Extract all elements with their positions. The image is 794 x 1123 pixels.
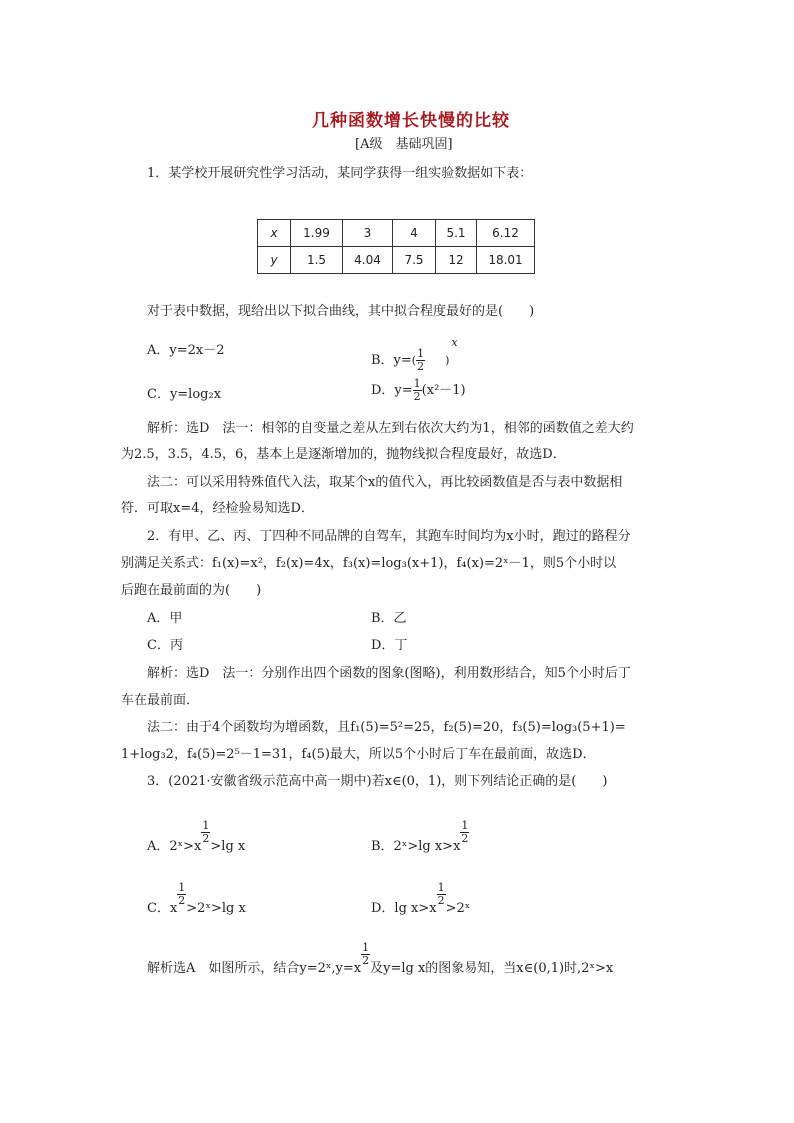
table-cell: 1.5 xyxy=(291,247,343,274)
q1-solution-line: 符．可取x=4，经检验易知选D． xyxy=(121,501,314,516)
q3-option-d-half-exponent: $\frac{1}{2}$ xyxy=(437,881,445,907)
page-title: 几种函数增长快慢的比较 xyxy=(312,111,510,131)
q1-option-b: B．y=( $\frac{1}{2}$ )$^x$ xyxy=(371,336,458,373)
q1-option-d-suffix: (x²－1) xyxy=(421,383,466,398)
q1-option-c: C．y=log₂x xyxy=(147,387,222,402)
table-cell: 5.1 xyxy=(436,220,477,247)
q3-option-a-half-exponent: $\frac{1}{2}$ xyxy=(202,819,210,845)
q2-option-b: B．乙 xyxy=(371,611,407,626)
q2-stem-line: 2．有甲、乙、丙、丁四种不同品牌的自驾车，其跑车时间均为x小时，跑过的路程分 xyxy=(147,529,631,544)
table-row-x xyxy=(258,220,535,247)
table-cell: 4.04 xyxy=(343,247,393,274)
data-table xyxy=(257,219,535,274)
q2-solution-line: 法二：由于4个函数均为增函数，且f₁(5)=5²=25，f₂(5)=20，f₃(5)=log₃(5+1)= xyxy=(147,720,626,735)
table-cell: 4 xyxy=(393,220,436,247)
q1-option-d xyxy=(371,378,466,403)
q1-option-d-prefix: D．y= xyxy=(371,383,413,398)
q2-solution-line: 1+log₃2，f₄(5)=2⁵－1=31，f₄(5)最大，所以5个小时后丁车在最前面，故选D． xyxy=(121,747,596,762)
q3-option-b: B．2ˣ>lg x>x $\frac{1}{2}$ xyxy=(371,819,469,854)
q3-option-c-half-exponent: $\frac{1}{2}$ xyxy=(178,881,186,907)
q3-option-a: A．2ˣ>x $\frac{1}{2}$ >lg x xyxy=(147,819,246,854)
q1-solution-line: 法二：可以采用特殊值代入法，取某个x的值代入，再比较函数值是否与表中数据相 xyxy=(147,475,623,490)
q3-option-d: D．lg x>x $\frac{1}{2}$ >2ˣ xyxy=(371,881,471,916)
table-header-y: y xyxy=(258,247,291,274)
q1-option-d-fraction: $\frac{1}{2}$ xyxy=(413,377,421,403)
q3-stem: 3．(2021·安徽省级示范高中高一期中)若x∈(0，1)，则下列结论正确的是( ) xyxy=(147,774,608,789)
table-cell: 18.01 xyxy=(477,247,535,274)
q1-option-b-fraction: $\frac{1}{2}$ xyxy=(417,347,425,373)
q1-prompt: 对于表中数据，现给出以下拟合曲线，其中拟合程度最好的是( ) xyxy=(147,304,535,319)
q3-solution-half-exponent: $\frac{1}{2}$ xyxy=(362,941,370,967)
q2-solution-line: 车在最前面． xyxy=(121,693,200,708)
table-cell: 6.12 xyxy=(477,220,535,247)
table-cell: 1.99 xyxy=(291,220,343,247)
q1-solution-line: 为2.5，3.5，4.5，6，基本上是逐渐增加的，抛物线拟合程度最好，故选D． xyxy=(121,447,566,462)
q3-option-c: C．x $\frac{1}{2}$ >2ˣ>lg x xyxy=(147,881,246,916)
q2-stem-line: 后跑在最前面的为( ) xyxy=(121,583,262,598)
q1-stem: 1．某学校开展研究性学习活动，某同学获得一组实验数据如下表： xyxy=(147,166,533,181)
q2-option-d: D．丁 xyxy=(371,638,408,653)
table-cell: 7.5 xyxy=(393,247,436,274)
q2-stem-line: 别满足关系式：f₁(x)=x²，f₂(x)=4x，f₃(x)=log₃(x+1)，f₄(x)=2ˣ－1，则5个小时以 xyxy=(121,556,617,571)
q2-solution-line: 解析：选D 法一：分别作出四个函数的图象(图略)，利用数形结合，知5个小时后丁 xyxy=(147,666,631,681)
q1-solution-line: 解析：选D 法一：相邻的自变量之差从左到右依次大约为1，相邻的函数值之差大约 xyxy=(147,421,634,436)
q2-option-c: C．丙 xyxy=(147,638,183,653)
q1-option-b-exponent: x xyxy=(451,336,458,349)
table-cell: 12 xyxy=(436,247,477,274)
level-heading: [A级 基础巩固] xyxy=(355,137,453,152)
q3-option-b-half-exponent: $\frac{1}{2}$ xyxy=(461,819,469,845)
table-cell: 3 xyxy=(343,220,393,247)
q3-solution: 解析选A 如图所示，结合y=2ˣ,y=x $\frac{1}{2}$ 及y=lg x的图象易知，当x∈(0,1)时,2ˣ>x xyxy=(147,941,614,976)
q1-option-b-prefix: B．y= xyxy=(371,353,412,368)
table-header-x: x xyxy=(258,220,291,247)
table-row-y xyxy=(258,247,535,274)
q2-option-a: A．甲 xyxy=(147,611,183,626)
q1-option-a: A．y=2x－2 xyxy=(147,343,225,358)
